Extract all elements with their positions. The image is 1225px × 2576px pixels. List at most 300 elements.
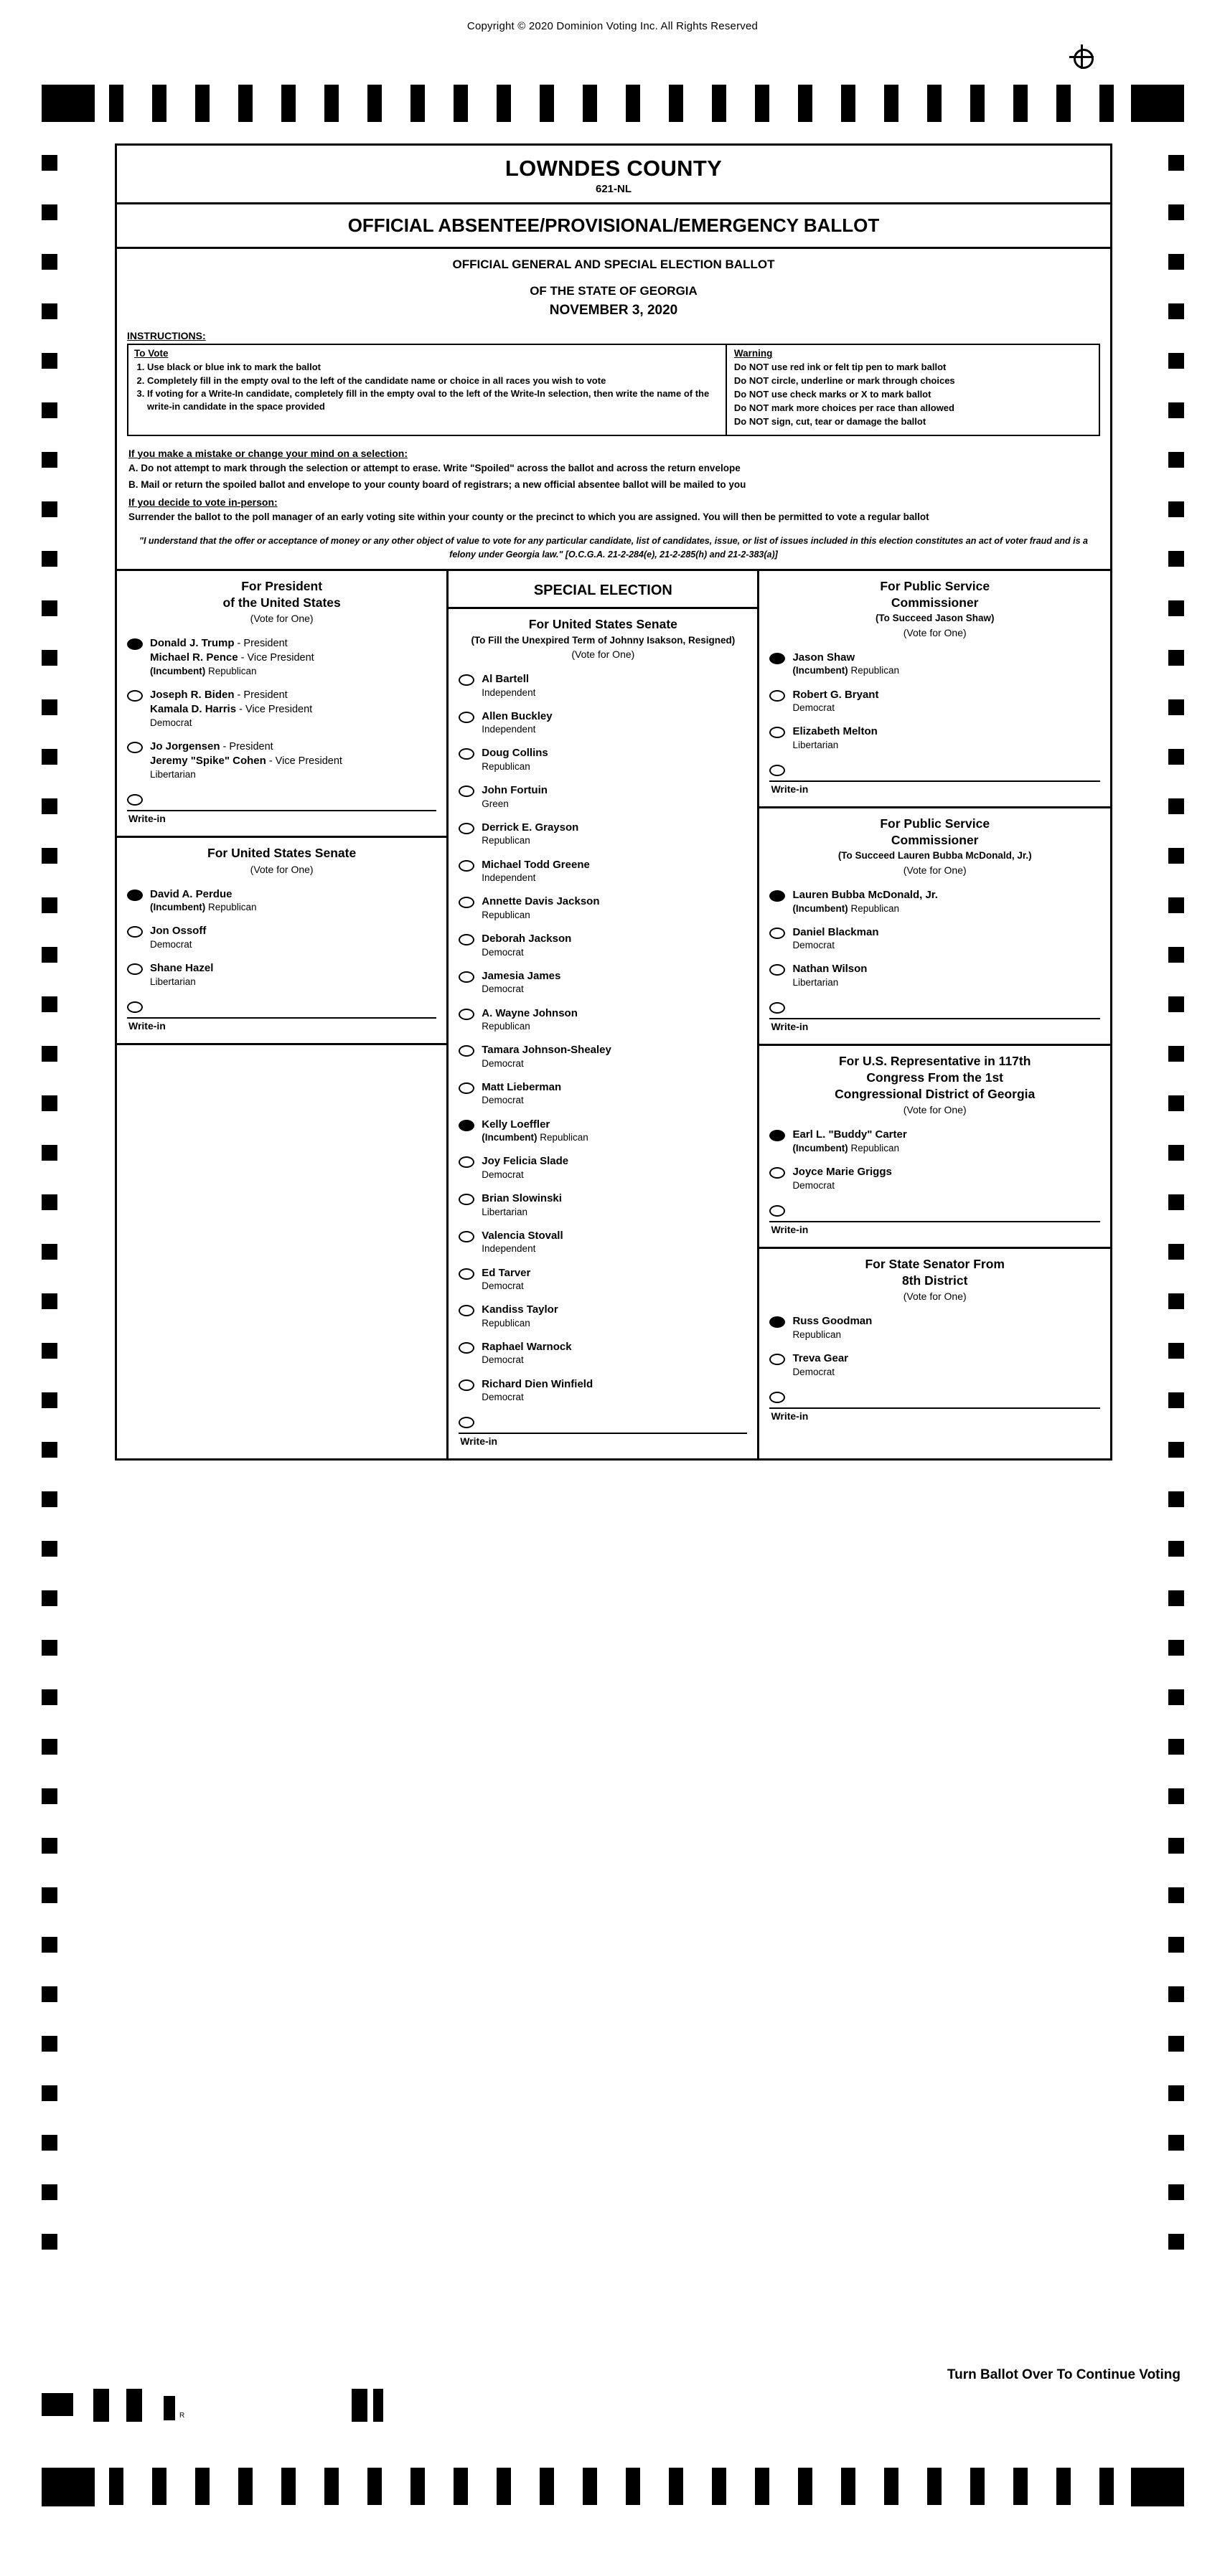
candidate-option[interactable] — [449, 740, 757, 777]
timing-mark — [1168, 2085, 1184, 2101]
candidate-info — [792, 925, 1103, 953]
write-in-option[interactable] — [117, 992, 446, 1013]
timing-mark — [281, 85, 296, 122]
timing-mark — [1099, 85, 1114, 122]
candidate-info — [482, 932, 750, 959]
write-in-option[interactable] — [117, 785, 446, 806]
timing-mark — [42, 848, 57, 864]
timing-mark — [152, 85, 166, 122]
candidate-info — [482, 858, 750, 885]
candidate-option[interactable] — [449, 963, 757, 1000]
candidate-name: A. Wayne Johnson — [482, 1006, 578, 1019]
timing-mark — [42, 2085, 57, 2101]
timing-mark — [42, 699, 57, 715]
candidate-name: Shane Hazel — [150, 962, 214, 975]
candidate-name: Raphael Warnock — [482, 1340, 572, 1353]
timing-mark — [42, 947, 57, 963]
candidate-info — [482, 1118, 750, 1145]
vote-for-instruction: (Vote for One) — [571, 648, 635, 661]
timing-mark — [42, 1491, 57, 1507]
candidate-party: Democrat — [482, 1354, 524, 1366]
candidate-name: Allen Buckley — [482, 709, 553, 722]
candidate-party: Democrat — [792, 1366, 835, 1377]
warning-panel — [727, 345, 1099, 434]
timing-mark — [1168, 1541, 1184, 1557]
candidate-option[interactable] — [759, 1345, 1110, 1382]
vote-oval[interactable] — [459, 1082, 474, 1094]
candidate-option[interactable] — [759, 882, 1110, 919]
candidate-option[interactable] — [759, 919, 1110, 956]
candidate-option[interactable] — [449, 666, 757, 703]
timing-mark — [42, 1145, 57, 1161]
timing-mark — [755, 85, 769, 122]
timing-mark — [1168, 501, 1184, 517]
candidate-option[interactable] — [449, 888, 757, 925]
write-in-option[interactable] — [759, 993, 1110, 1014]
timing-mark — [798, 85, 812, 122]
candidate-party: Democrat — [482, 1095, 524, 1106]
mistake-item-a: A. Do not attempt to mark through the selection or attempt to erase. Write "Spoiled" across the ballot and across the return envelope — [128, 462, 741, 473]
candidate-option[interactable] — [449, 1296, 757, 1334]
candidate-name: Russ Goodman — [792, 1315, 873, 1328]
candidate-option[interactable] — [759, 1308, 1110, 1345]
candidate-name: Joyce Marie Griggs — [792, 1166, 892, 1179]
candidate-option[interactable] — [117, 630, 446, 681]
candidate-option[interactable] — [449, 1000, 757, 1037]
timing-mark — [927, 85, 942, 122]
candidate-info — [482, 1080, 750, 1108]
candidate-info — [482, 821, 750, 848]
vote-oval[interactable] — [769, 727, 785, 738]
vote-oval-filled[interactable] — [459, 1120, 474, 1131]
candidate-option[interactable] — [449, 1222, 757, 1260]
candidate-option[interactable] — [449, 1260, 757, 1297]
candidate-party: Democrat — [482, 946, 524, 958]
vote-oval[interactable] — [459, 674, 474, 686]
r-mark: R — [179, 2412, 185, 2420]
candidate-info — [150, 887, 439, 915]
timing-mark — [352, 2389, 367, 2422]
timing-mark — [1168, 452, 1184, 468]
candidate-option[interactable] — [117, 881, 446, 918]
timing-mark — [841, 85, 855, 122]
vote-oval[interactable] — [459, 1009, 474, 1020]
contest — [449, 609, 757, 1459]
timing-mark — [42, 551, 57, 567]
instructions-label: INSTRUCTIONS: — [127, 330, 206, 342]
timing-mark — [1168, 1442, 1184, 1458]
timing-mark — [626, 2468, 640, 2505]
contest — [759, 808, 1110, 1046]
timing-mark — [1168, 551, 1184, 567]
contest-title: For State Senator From 8th District — [865, 1256, 1005, 1288]
write-in-option[interactable] — [449, 1407, 757, 1428]
candidate-party: Democrat — [482, 983, 524, 995]
contest-columns — [117, 569, 1110, 1459]
vote-oval[interactable] — [769, 964, 785, 976]
inperson-title: If you decide to vote in-person: — [128, 496, 278, 508]
candidate-name: Jon Ossoff — [150, 925, 207, 938]
to-vote-heading: To Vote — [134, 348, 169, 359]
candidate-option[interactable] — [449, 703, 757, 740]
timing-mark — [1168, 1887, 1184, 1903]
vote-oval[interactable] — [459, 860, 474, 872]
candidate-name: John Fortuin — [482, 784, 548, 797]
to-vote-item: 1. Use black or blue ink to mark the ballot — [147, 361, 720, 374]
vote-oval-filled[interactable] — [769, 890, 785, 902]
vote-oval[interactable] — [459, 823, 474, 834]
candidate-name: Richard Dien Winfield — [482, 1377, 593, 1390]
candidate-name: Jeremy "Spike" Cohen - Vice President — [150, 754, 342, 767]
vote-oval[interactable] — [459, 1342, 474, 1354]
timing-mark — [583, 85, 597, 122]
timing-mark — [42, 1194, 57, 1210]
write-in-option[interactable] — [759, 755, 1110, 776]
mistake-item-b: B. Mail or return the spoiled ballot and envelope to your county board of registrars; a new official absentee ballot will be mailed to you — [128, 478, 746, 490]
timing-mark — [454, 85, 468, 122]
timing-mark — [1099, 2468, 1114, 2505]
contest — [117, 571, 446, 838]
candidate-name: Nathan Wilson — [792, 963, 868, 976]
election-date: NOVEMBER 3, 2020 — [549, 303, 678, 319]
vote-oval[interactable] — [459, 897, 474, 908]
candidate-name: Donald J. Trump - President — [150, 637, 288, 650]
candidate-name: Matt Lieberman — [482, 1080, 562, 1093]
candidate-option[interactable] — [449, 1074, 757, 1111]
candidate-name: Michael R. Pence - Vice President — [150, 651, 314, 664]
vote-oval-filled[interactable] — [769, 1130, 785, 1141]
candidate-name: Jamesia James — [482, 969, 561, 982]
candidate-party: Libertarian — [150, 768, 196, 780]
timing-mark — [1168, 1838, 1184, 1854]
candidate-name: Deborah Jackson — [482, 933, 572, 945]
candidate-party: Democrat — [150, 717, 192, 728]
timing-mark — [1168, 1194, 1184, 1210]
candidate-name: Robert G. Bryant — [792, 688, 879, 701]
timing-mark — [669, 2468, 683, 2505]
vote-oval[interactable] — [127, 794, 143, 806]
column-center — [449, 571, 759, 1459]
timing-mark — [42, 303, 57, 319]
candidate-option[interactable] — [117, 733, 446, 785]
candidate-party: Independent — [482, 687, 536, 698]
contest-subtitle: (To Succeed Lauren Bubba McDonald, Jr.) — [837, 850, 1032, 862]
timing-mark — [42, 402, 57, 418]
candidate-option[interactable] — [449, 1148, 757, 1185]
candidate-info — [482, 746, 750, 773]
candidate-option[interactable] — [449, 1111, 757, 1148]
timing-mark — [324, 85, 339, 122]
timing-mark — [42, 1739, 57, 1755]
candidate-party: Republican — [482, 1021, 530, 1032]
write-in-label: Write-in — [460, 1435, 498, 1448]
contest-title: For Public Service Commissioner — [880, 578, 990, 610]
timing-mark — [42, 1392, 57, 1408]
timing-mark — [42, 1640, 57, 1656]
timing-mark — [42, 1838, 57, 1854]
candidate-info — [482, 709, 750, 737]
timing-mark — [798, 2468, 812, 2505]
vote-oval[interactable] — [127, 690, 143, 702]
vote-oval[interactable] — [459, 934, 474, 945]
candidate-info — [150, 961, 439, 989]
timing-mark — [1168, 650, 1184, 666]
timing-mark — [42, 1887, 57, 1903]
timing-mark — [410, 85, 425, 122]
vote-oval[interactable] — [459, 1045, 474, 1057]
timing-mark — [42, 650, 57, 666]
timing-mark — [42, 1937, 57, 1953]
candidate-name: Joy Felicia Slade — [482, 1155, 569, 1168]
vote-oval-filled[interactable] — [127, 890, 143, 901]
timing-mark — [42, 996, 57, 1012]
timing-mark — [1168, 1392, 1184, 1408]
copyright-notice: Copyright © 2020 Dominion Voting Inc. All Rights Reserved — [466, 20, 759, 32]
candidate-info — [150, 636, 439, 678]
vote-oval[interactable] — [459, 1231, 474, 1242]
warning-item: Do NOT circle, underline or mark through choices — [733, 375, 955, 387]
candidate-party: (Incumbent) Republican — [150, 902, 257, 913]
timing-mark — [42, 155, 57, 171]
candidate-info — [150, 688, 439, 730]
special-election-heading: SPECIAL ELECTION — [533, 582, 672, 598]
election-subtitle-line2: OF THE STATE OF GEORGIA — [530, 283, 698, 298]
candidate-option[interactable] — [449, 1334, 757, 1371]
candidate-info — [792, 1128, 1103, 1155]
timing-mark — [42, 204, 57, 220]
write-in-option[interactable] — [759, 1382, 1110, 1403]
contest-title: For United States Senate — [207, 845, 357, 860]
candidate-info — [482, 1154, 750, 1181]
county-title: LOWNDES COUNTY — [504, 156, 723, 181]
timing-mark-corner — [42, 85, 95, 122]
candidate-option[interactable] — [759, 718, 1110, 755]
candidate-party: (Incumbent) Republican — [150, 665, 257, 676]
timing-mark — [42, 1244, 57, 1260]
vote-oval-filled[interactable] — [769, 653, 785, 664]
vote-oval[interactable] — [769, 1002, 785, 1014]
vote-oval[interactable] — [459, 1379, 474, 1391]
column-right — [759, 571, 1110, 1459]
timing-mark — [42, 1689, 57, 1705]
timing-mark — [1168, 402, 1184, 418]
candidate-option[interactable] — [117, 955, 446, 992]
timing-mark — [367, 85, 382, 122]
timing-mark — [1168, 1689, 1184, 1705]
candidate-party: Republican — [482, 760, 530, 772]
timing-mark — [1168, 2036, 1184, 2052]
timing-mark — [1168, 2135, 1184, 2151]
candidate-name: David A. Perdue — [150, 887, 233, 900]
timing-mark — [1168, 1739, 1184, 1755]
to-vote-item: 2. Completely fill in the empty oval to the left of the candidate name or choice in all races you wish to vote — [147, 374, 720, 387]
candidate-name: Daniel Blackman — [792, 925, 879, 938]
candidate-name: Jason Shaw — [792, 651, 855, 664]
candidate-option[interactable] — [449, 851, 757, 889]
timing-mark-corner — [1131, 85, 1184, 122]
candidate-option[interactable] — [449, 1037, 757, 1074]
to-vote-list — [134, 361, 720, 412]
timing-mark — [42, 2135, 57, 2151]
vote-oval[interactable] — [459, 1417, 474, 1428]
candidate-party: Democrat — [792, 1179, 835, 1191]
timing-mark — [42, 1788, 57, 1804]
timing-mark — [712, 2468, 726, 2505]
candidate-info — [482, 1043, 750, 1070]
vote-oval-filled[interactable] — [127, 638, 143, 650]
timing-mark — [626, 85, 640, 122]
timing-mark — [42, 798, 57, 814]
write-in-label: Write-in — [771, 1021, 809, 1033]
write-in-option[interactable] — [759, 1196, 1110, 1217]
vote-oval[interactable] — [127, 926, 143, 938]
write-in-label: Write-in — [771, 1410, 809, 1422]
timing-mark — [583, 2468, 597, 2505]
candidate-name: Treva Gear — [792, 1352, 848, 1365]
timing-mark — [1168, 699, 1184, 715]
vote-for-instruction: (Vote for One) — [903, 1104, 967, 1116]
vote-oval[interactable] — [769, 1354, 785, 1365]
candidate-option[interactable] — [759, 1159, 1110, 1196]
candidate-option[interactable] — [449, 1371, 757, 1408]
vote-oval[interactable] — [459, 1156, 474, 1168]
timing-mark — [1013, 85, 1028, 122]
timing-mark — [42, 2393, 73, 2416]
timing-mark — [42, 1343, 57, 1359]
timing-mark — [540, 2468, 554, 2505]
timing-mark — [1168, 1986, 1184, 2002]
vote-oval[interactable] — [127, 963, 143, 975]
candidate-option[interactable] — [449, 814, 757, 851]
timing-mark — [367, 2468, 382, 2505]
inperson-text: Surrender the ballot to the poll manager of an early voting site within your county or the precinct to which you are assigned. You will then be permitted to vote a regular ballot — [128, 511, 929, 522]
candidate-option[interactable] — [449, 777, 757, 814]
vote-oval[interactable] — [459, 1305, 474, 1316]
vote-oval[interactable] — [769, 690, 785, 702]
mistake-instructions — [117, 442, 1110, 528]
candidate-office: - Vice President — [236, 704, 313, 715]
candidate-name: Annette Davis Jackson — [482, 895, 600, 908]
candidate-name: Al Bartell — [482, 673, 530, 686]
timing-mark — [1168, 303, 1184, 319]
vote-oval[interactable] — [127, 742, 143, 753]
candidate-option[interactable] — [117, 917, 446, 955]
candidate-party: Democrat — [150, 938, 192, 950]
warning-heading: Warning — [733, 348, 773, 359]
vote-oval[interactable] — [769, 1167, 785, 1179]
candidate-option[interactable] — [759, 681, 1110, 719]
candidate-party: Democrat — [792, 702, 835, 714]
contest — [759, 1046, 1110, 1249]
candidate-office: - President — [234, 689, 288, 702]
candidate-info — [792, 962, 1103, 989]
election-subtitle-line1: OFFICIAL GENERAL AND SPECIAL ELECTION BALLOT — [452, 258, 775, 271]
vote-oval[interactable] — [459, 1268, 474, 1280]
registration-circle-top-right — [1074, 49, 1094, 69]
timing-mark — [109, 85, 123, 122]
vote-oval[interactable] — [459, 1194, 474, 1205]
timing-mark — [42, 501, 57, 517]
timing-mark — [1168, 600, 1184, 616]
instructions-box — [127, 344, 1100, 435]
candidate-office: - President — [234, 638, 288, 650]
timing-mark — [1013, 2468, 1028, 2505]
timing-mark — [927, 2468, 942, 2505]
candidate-name: Lauren Bubba McDonald, Jr. — [792, 889, 938, 901]
vote-oval[interactable] — [769, 1205, 785, 1217]
candidate-party: Democrat — [482, 1169, 524, 1180]
timing-mark — [884, 85, 898, 122]
write-in-label: Write-in — [128, 1019, 166, 1032]
timing-mark — [42, 353, 57, 369]
contest-subtitle: (To Succeed Jason Shaw) — [875, 613, 995, 624]
contest-title: For United States Senate — [528, 616, 677, 631]
candidate-info — [792, 1314, 1103, 1341]
vote-oval[interactable] — [459, 712, 474, 723]
candidate-option[interactable] — [759, 644, 1110, 681]
candidate-party: Democrat — [792, 940, 835, 951]
vote-oval[interactable] — [127, 1001, 143, 1013]
vote-oval[interactable] — [459, 971, 474, 983]
timing-mark — [1168, 1145, 1184, 1161]
write-in-label: Write-in — [771, 783, 809, 795]
timing-mark — [410, 2468, 425, 2505]
candidate-name: Elizabeth Melton — [792, 725, 878, 738]
candidate-name: Earl L. "Buddy" Carter — [792, 1128, 907, 1141]
candidate-option[interactable] — [117, 681, 446, 733]
candidate-name: Doug Collins — [482, 747, 548, 760]
vote-oval[interactable] — [769, 1392, 785, 1403]
timing-mark — [1168, 1293, 1184, 1309]
timing-mark — [1168, 1590, 1184, 1606]
candidate-option[interactable] — [759, 956, 1110, 993]
candidate-info — [482, 1377, 750, 1405]
candidate-info — [482, 1340, 750, 1367]
vote-oval[interactable] — [769, 928, 785, 939]
candidate-option[interactable] — [449, 1185, 757, 1222]
warning-item: Do NOT sign, cut, tear or damage the ballot — [733, 415, 926, 427]
candidate-option[interactable] — [449, 925, 757, 963]
write-in-label: Write-in — [128, 812, 166, 824]
vote-oval-filled[interactable] — [769, 1316, 785, 1328]
timing-mark — [1056, 85, 1071, 122]
timing-mark — [42, 749, 57, 765]
candidate-party: Independent — [482, 872, 536, 884]
candidate-name: Jo Jorgensen - President — [150, 740, 273, 753]
candidate-party: Libertarian — [482, 1206, 528, 1217]
ballot-type-title: OFFICIAL ABSENTEE/PROVISIONAL/EMERGENCY BALLOT — [347, 214, 880, 236]
candidate-party: Green — [482, 798, 509, 809]
timing-mark — [884, 2468, 898, 2505]
timing-mark — [42, 1986, 57, 2002]
write-in-label: Write-in — [771, 1223, 809, 1235]
candidate-name: Valencia Stovall — [482, 1229, 563, 1242]
candidate-party: Independent — [482, 1243, 536, 1255]
voter-fraud-oath: "I understand that the offer or acceptance of money or any other object of value to vote for any particular candidate, list of candidates, issue, or list of issues included in this election constitutes an act of voter fraud and is a felony under Georgia law." [O.C.G.A. 21-2-284(e), 21-2-285(h) and 21-2-383(a)] — [139, 536, 1088, 560]
timing-mark — [238, 2468, 253, 2505]
timing-mark — [1168, 996, 1184, 1012]
vote-oval[interactable] — [459, 785, 474, 797]
candidate-info — [482, 1192, 750, 1219]
vote-oval[interactable] — [769, 765, 785, 776]
candidate-option[interactable] — [759, 1121, 1110, 1159]
timing-mark — [1168, 2234, 1184, 2250]
candidate-party: Republican — [482, 1317, 530, 1329]
vote-oval[interactable] — [459, 748, 474, 760]
timing-mark — [42, 1541, 57, 1557]
timing-mark — [42, 600, 57, 616]
timing-mark — [42, 1293, 57, 1309]
